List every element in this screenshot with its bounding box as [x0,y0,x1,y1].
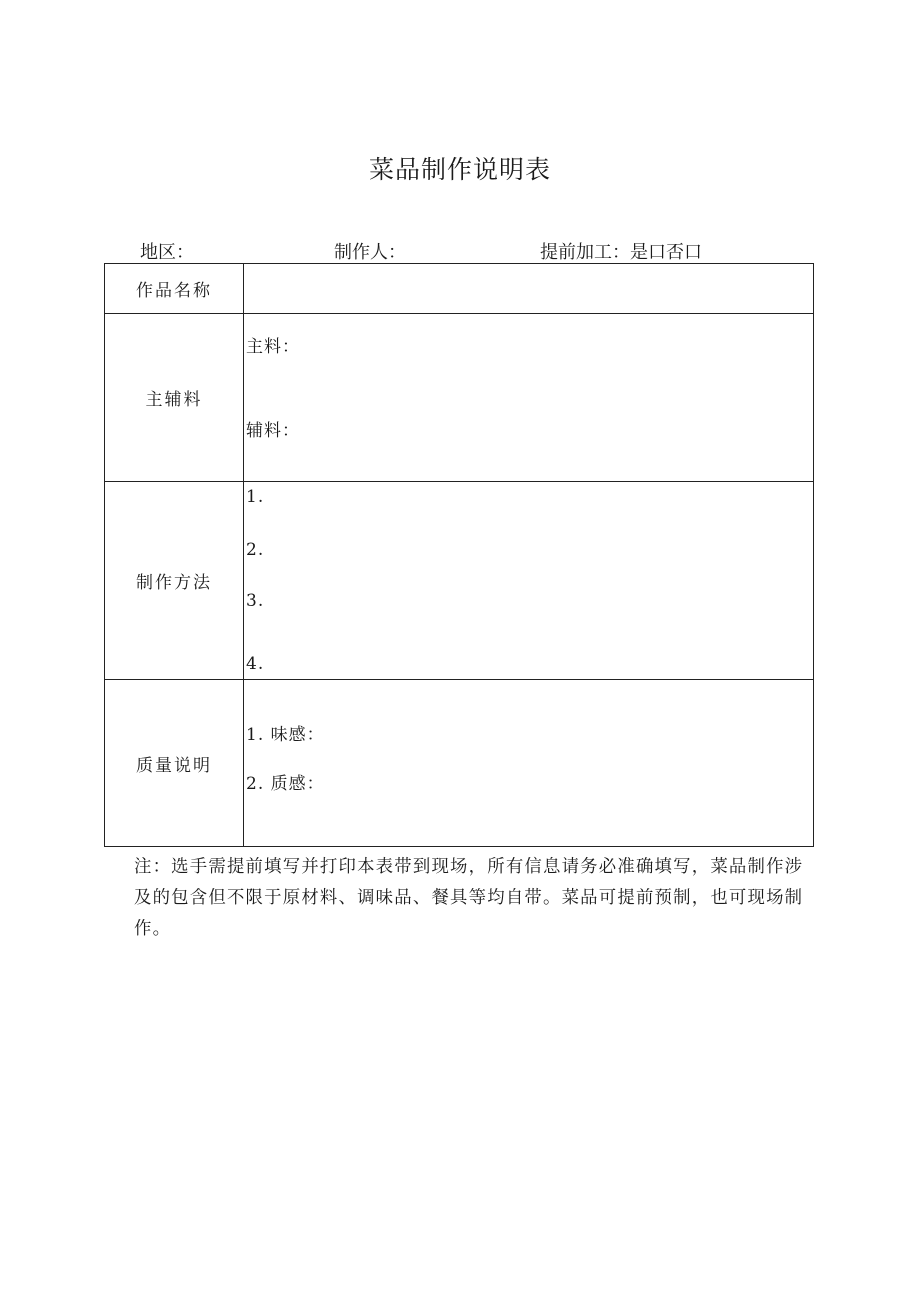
quality-field[interactable] [244,680,813,846]
dish-name-label: 作品名称 [105,264,244,313]
quality-label: 质量说明 [105,680,244,846]
method-field[interactable] [244,482,813,679]
row-dish-name [105,264,813,313]
method-step: 1. [246,487,265,507]
method-label: 制作方法 [105,482,244,679]
taste-label: 1. 味感： [246,725,325,745]
row-ingredients [105,313,813,481]
footnote: 注：选手需提前填写并打印本表带到现场，所有信息请务必准确填写，菜品制作涉及的包含但不限于原材料、调味品、餐具等均自带。菜品可提前预制，也可现场制作。 [134,857,804,939]
page-title: 菜品制作说明表 [368,155,551,184]
dish-name-field[interactable] [244,264,813,313]
method-step: 3. [246,591,265,611]
main-ingredient-label: 主料： [246,337,300,357]
method-step: 2. [246,540,265,560]
region-label: 地区： [140,242,194,263]
maker-label: 制作人： [334,242,406,263]
advance-prep-label: 提前加工：是口否口 [540,242,702,263]
dish-form-table [104,263,814,847]
row-quality [105,679,813,846]
method-step: 4. [246,654,265,674]
ingredients-label: 主辅料 [105,314,244,481]
row-method [105,481,813,679]
ingredients-field[interactable] [244,314,813,481]
texture-label: 2. 质感： [246,774,325,794]
auxiliary-ingredient-label: 辅料： [246,421,300,441]
